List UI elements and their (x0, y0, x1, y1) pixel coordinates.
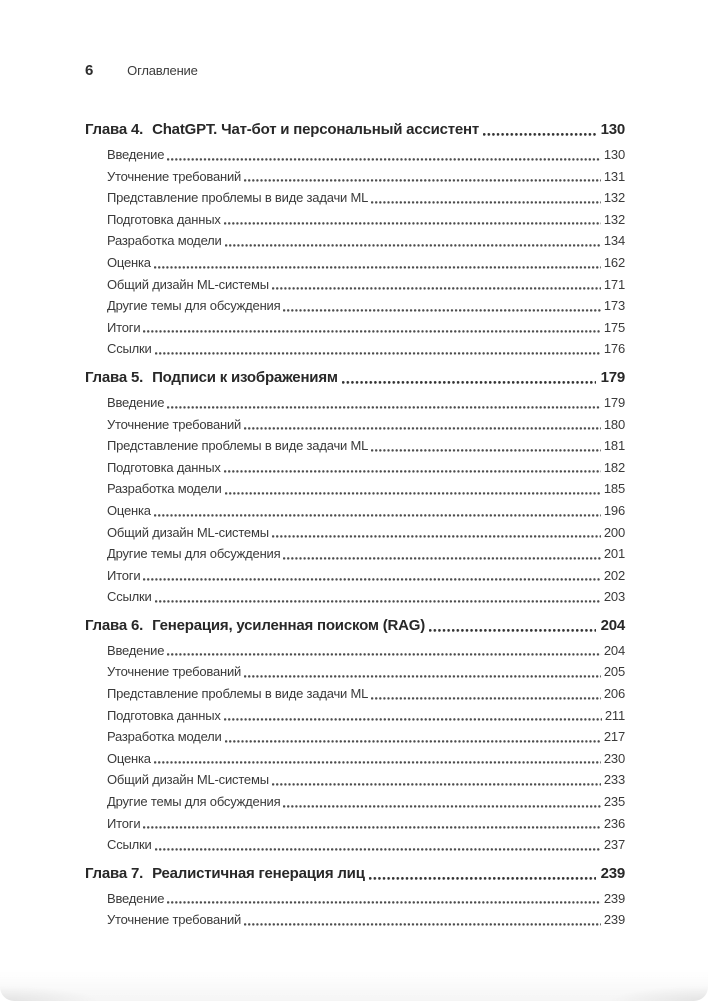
toc-entry-page-number: 200 (603, 524, 625, 540)
toc-entry-title: Разработка модели (107, 729, 222, 745)
toc-entry-row (85, 435, 625, 457)
toc-chapter-title: Реалистичная генерация лиц (152, 864, 365, 882)
toc-leader-dots (167, 157, 601, 162)
toc-entry-title: Ссылки (107, 341, 152, 357)
toc-entry-page-number: 202 (603, 567, 625, 583)
toc-entry-page-number: 176 (603, 341, 625, 357)
toc-chapter-label: Глава 4. (85, 121, 144, 138)
toc-entry-page-number: 171 (603, 276, 625, 292)
toc-entry-row (85, 586, 625, 608)
toc-entry-row (85, 813, 625, 835)
toc-chapter-title: Генерация, усиленная поиском (RAG) (152, 616, 426, 634)
toc-leader-dots (143, 577, 601, 582)
toc-entry-row (85, 274, 625, 296)
toc-leader-dots (155, 847, 601, 852)
toc-leader-dots (224, 221, 601, 226)
toc-entry-row (85, 317, 625, 339)
page-header (85, 62, 198, 79)
toc-leader-dots (244, 426, 601, 431)
toc-entry-row (85, 230, 625, 252)
toc-leader-dots (272, 782, 601, 787)
toc-entry-page-number: 237 (603, 837, 625, 853)
toc-entry-page-number: 233 (603, 772, 625, 788)
toc-entry-page-number: 180 (603, 416, 625, 432)
toc-entry-title: Другие темы для обсуждения (107, 546, 281, 562)
toc-entry-title: Уточнение требований (107, 416, 242, 432)
toc-leader-dots (244, 922, 601, 927)
toc-leader-dots (154, 513, 601, 518)
toc-chapter-row (85, 118, 625, 141)
page-bottom-shadow (0, 971, 708, 1001)
toc-entry-page-number: 230 (603, 750, 625, 766)
toc-entry-row (85, 565, 625, 587)
toc-leader-dots (283, 308, 600, 313)
toc-leader-dots (225, 243, 601, 248)
toc-entry-row (85, 414, 625, 436)
toc-entry-row (85, 295, 625, 317)
toc-entry-row (85, 478, 625, 500)
toc-entry-row (85, 392, 625, 414)
toc-leader-dots (154, 265, 601, 270)
toc-entry-title: Подготовка данных (107, 707, 221, 723)
toc-leader-dots (143, 825, 601, 830)
toc-entry-page-number: 204 (603, 642, 625, 658)
toc-entry-page-number: 181 (603, 438, 625, 454)
toc-leader-dots (224, 717, 602, 722)
toc-entry-title: Оценка (107, 502, 151, 518)
toc-entry-row (85, 748, 625, 770)
toc-entry-page-number: 134 (603, 233, 625, 249)
toc-chapter-title: Подписи к изображениям (152, 368, 338, 386)
toc-entry-title: Введение (107, 642, 165, 658)
toc-leader-dots (225, 491, 601, 496)
toc-entry-page-number: 239 (603, 912, 625, 928)
toc-entry-title: Ссылки (107, 589, 152, 605)
toc-entry-page-number: 211 (604, 707, 625, 723)
toc-entry-title: Разработка модели (107, 233, 222, 249)
toc-leader-dots (155, 351, 601, 356)
toc-leader-dots (225, 739, 601, 744)
toc-chapter-page-number: 204 (600, 616, 625, 634)
toc-leader-dots (483, 132, 595, 137)
toc-entry-title: Введение (107, 890, 165, 906)
toc-entry-title: Оценка (107, 750, 151, 766)
toc-entry-page-number: 185 (603, 481, 625, 497)
toc-entry-page-number: 132 (603, 190, 625, 206)
toc-entry-row (85, 166, 625, 188)
toc-entry-title: Ссылки (107, 837, 152, 853)
toc-chapter-label: Глава 7. (85, 864, 144, 882)
toc-leader-dots (371, 696, 601, 701)
folio-page-number: 6 (85, 62, 94, 79)
toc-entry-row (85, 705, 625, 727)
toc-entry-title: Общий дизайн ML-системы (107, 772, 269, 788)
toc-entry-row (85, 522, 625, 544)
toc-entry-title: Уточнение требований (107, 168, 242, 184)
toc-leader-dots (342, 380, 596, 385)
toc-entry-title: Общий дизайн ML-системы (107, 524, 269, 540)
toc-chapter-row (85, 614, 625, 637)
toc-entry-page-number: 236 (603, 815, 625, 831)
toc-entry-page-number: 205 (603, 664, 625, 680)
toc-entry-row (85, 457, 625, 479)
toc-entry-page-number: 196 (603, 502, 625, 518)
toc-leader-dots (154, 760, 601, 765)
toc-entry-row (85, 144, 625, 166)
toc-entry-page-number: 173 (603, 298, 625, 314)
toc-entry-page-number: 175 (603, 319, 625, 335)
toc-entry-page-number: 162 (603, 254, 625, 270)
toc-entry-row (85, 338, 625, 360)
toc-entry-page-number: 179 (603, 394, 625, 410)
toc-entry-page-number: 182 (603, 459, 625, 475)
toc-entry-title: Подготовка данных (107, 459, 221, 475)
toc-entry-page-number: 206 (603, 686, 625, 702)
toc-entry-title: Введение (107, 394, 165, 410)
toc-leader-dots (283, 556, 600, 561)
toc-entry-page-number: 130 (603, 147, 625, 162)
toc-leader-dots (429, 628, 596, 633)
toc-entry-row (85, 834, 625, 856)
toc-entry-page-number: 131 (603, 168, 625, 184)
toc-entry-title: Представление проблемы в виде задачи ML (107, 190, 369, 206)
toc-entry-page-number: 239 (603, 890, 625, 906)
toc-leader-dots (369, 876, 596, 881)
toc-entry-title: Введение (107, 147, 165, 162)
toc-entry-row (85, 888, 625, 910)
toc-chapter-label: Глава 6. (85, 616, 144, 634)
toc-entry-row (85, 640, 625, 662)
toc-entry-title: Разработка модели (107, 481, 222, 497)
toc-leader-dots (167, 652, 601, 657)
toc-entry-title: Оценка (107, 254, 151, 270)
toc-leader-dots (155, 599, 601, 604)
toc-entry-page-number: 235 (603, 794, 625, 810)
toc-leader-dots (272, 286, 601, 291)
toc-chapter-page-number: 239 (600, 864, 625, 882)
toc-entry-row (85, 726, 625, 748)
toc-entry-title: Уточнение требований (107, 912, 242, 928)
toc-leader-dots (244, 178, 601, 183)
toc-entry-row (85, 909, 625, 931)
toc-entry-row (85, 791, 625, 813)
toc-entry-row (85, 661, 625, 683)
toc-leader-dots (167, 405, 601, 410)
toc-chapter-page-number: 179 (600, 368, 625, 386)
toc-entry-page-number: 217 (603, 729, 625, 745)
toc-entry-row (85, 500, 625, 522)
toc-entry-title: Подготовка данных (107, 211, 221, 227)
toc-chapter-row (85, 366, 625, 389)
toc-chapter-row (85, 862, 625, 885)
toc-entry-title: Другие темы для обсуждения (107, 298, 281, 314)
toc-chapter-label: Глава 5. (85, 368, 144, 386)
toc-entry-page-number: 132 (603, 211, 625, 227)
toc-entry-title: Итоги (107, 567, 141, 583)
toc-leader-dots (244, 674, 601, 679)
toc-entry-page-number: 203 (603, 589, 625, 605)
toc-entry-row (85, 683, 625, 705)
toc-entry-row (85, 209, 625, 231)
toc-leader-dots (272, 534, 601, 539)
toc-entry-row (85, 252, 625, 274)
toc-entry-title: Уточнение требований (107, 664, 242, 680)
toc-entry-title: Общий дизайн ML-системы (107, 276, 269, 292)
toc-entry-page-number: 201 (603, 546, 625, 562)
toc-entry-title: Представление проблемы в виде задачи ML (107, 438, 369, 454)
toc-leader-dots (224, 469, 601, 474)
toc-entry-row (85, 543, 625, 565)
toc-entry-title: Другие темы для обсуждения (107, 794, 281, 810)
toc-chapter-page-number: 130 (600, 121, 625, 138)
toc-entry-title: Итоги (107, 319, 141, 335)
toc-chapter-title: ChatGPT. Чат-бот и персональный ассистент (152, 121, 480, 138)
toc-leader-dots (371, 200, 601, 205)
toc-entry-row (85, 187, 625, 209)
running-title: Оглавление (127, 63, 198, 78)
toc-entry-title: Представление проблемы в виде задачи ML (107, 686, 369, 702)
toc-leader-dots (143, 329, 601, 334)
toc-entry-title: Итоги (107, 815, 141, 831)
toc-leader-dots (283, 804, 600, 809)
toc-entry-row (85, 769, 625, 791)
toc-leader-dots (371, 448, 601, 453)
table-of-contents (85, 118, 625, 931)
toc-leader-dots (167, 900, 601, 905)
